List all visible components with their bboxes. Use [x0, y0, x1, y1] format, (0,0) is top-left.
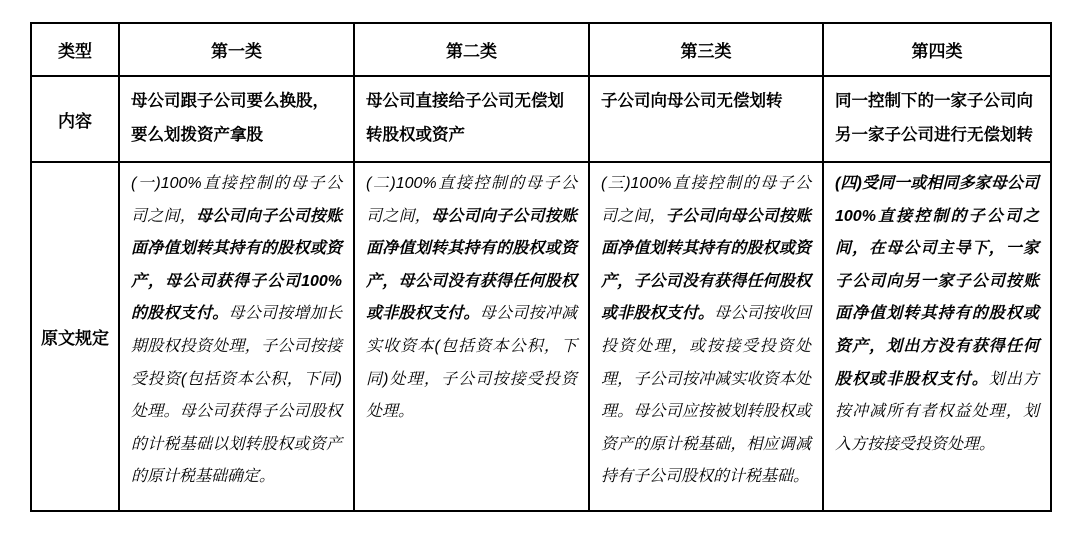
row-label-content: 内容 [31, 76, 119, 162]
header-row [31, 23, 1051, 76]
header-cell-category-2: 第二类 [354, 23, 589, 76]
regulation-cell-category-2: (二)100%直接控制的母子公司之间，母公司向子公司按账面净值划转其持有的股权或资产，母公司没有获得任何股权或非股权支付。母公司按冲减实收资本(包括资本公积，下同)处理，子公司按接受投资处理。 [354, 162, 589, 511]
header-cell-category-1: 第一类 [119, 23, 354, 76]
transfer-types-table-container [30, 22, 1050, 512]
content-cell-category-4: 同一控制下的一家子公司向另一家子公司进行无偿划转 [823, 76, 1051, 162]
header-cell-category-4: 第四类 [823, 23, 1051, 76]
regulation-cell-category-4: (四)受同一或相同多家母公司100%直接控制的子公司之间，在母公司主导下，一家子公司向另一家子公司按账面净值划转其持有的股权或资产，划出方没有获得任何股权或非股权支付。划出方按冲减所有者权益处理，划入方按接受投资处理。 [823, 162, 1051, 511]
content-cell-category-2: 母公司直接给子公司无偿划转股权或资产 [354, 76, 589, 162]
content-cell-category-3: 子公司向母公司无偿划转 [589, 76, 823, 162]
row-label-regulation: 原文规定 [31, 162, 119, 511]
content-row [31, 76, 1051, 162]
regulation-cell-category-3: (三)100%直接控制的母子公司之间，子公司向母公司按账面净值划转其持有的股权或资产，子公司没有获得任何股权或非股权支付。母公司按收回投资处理，或按接受投资处理，子公司按冲减实收资本处理。母公司应按被划转股权或资产的原计税基础，相应调减持有子公司股权的计税基础。 [589, 162, 823, 511]
regulation-row [31, 162, 1051, 511]
header-cell-category-3: 第三类 [589, 23, 823, 76]
transfer-types-table [30, 22, 1052, 512]
content-cell-category-1: 母公司跟子公司要么换股，要么划拨资产拿股 [119, 76, 354, 162]
regulation-cell-category-1: (一)100%直接控制的母子公司之间，母公司向子公司按账面净值划转其持有的股权或资产，母公司获得子公司100%的股权支付。母公司按增加长期股权投资处理，子公司按接受投资(包括资本公积，下同)处理。母公司获得子公司股权的计税基础以划转股权或资产的原计税基础确定。 [119, 162, 354, 511]
header-cell-type: 类型 [31, 23, 119, 76]
